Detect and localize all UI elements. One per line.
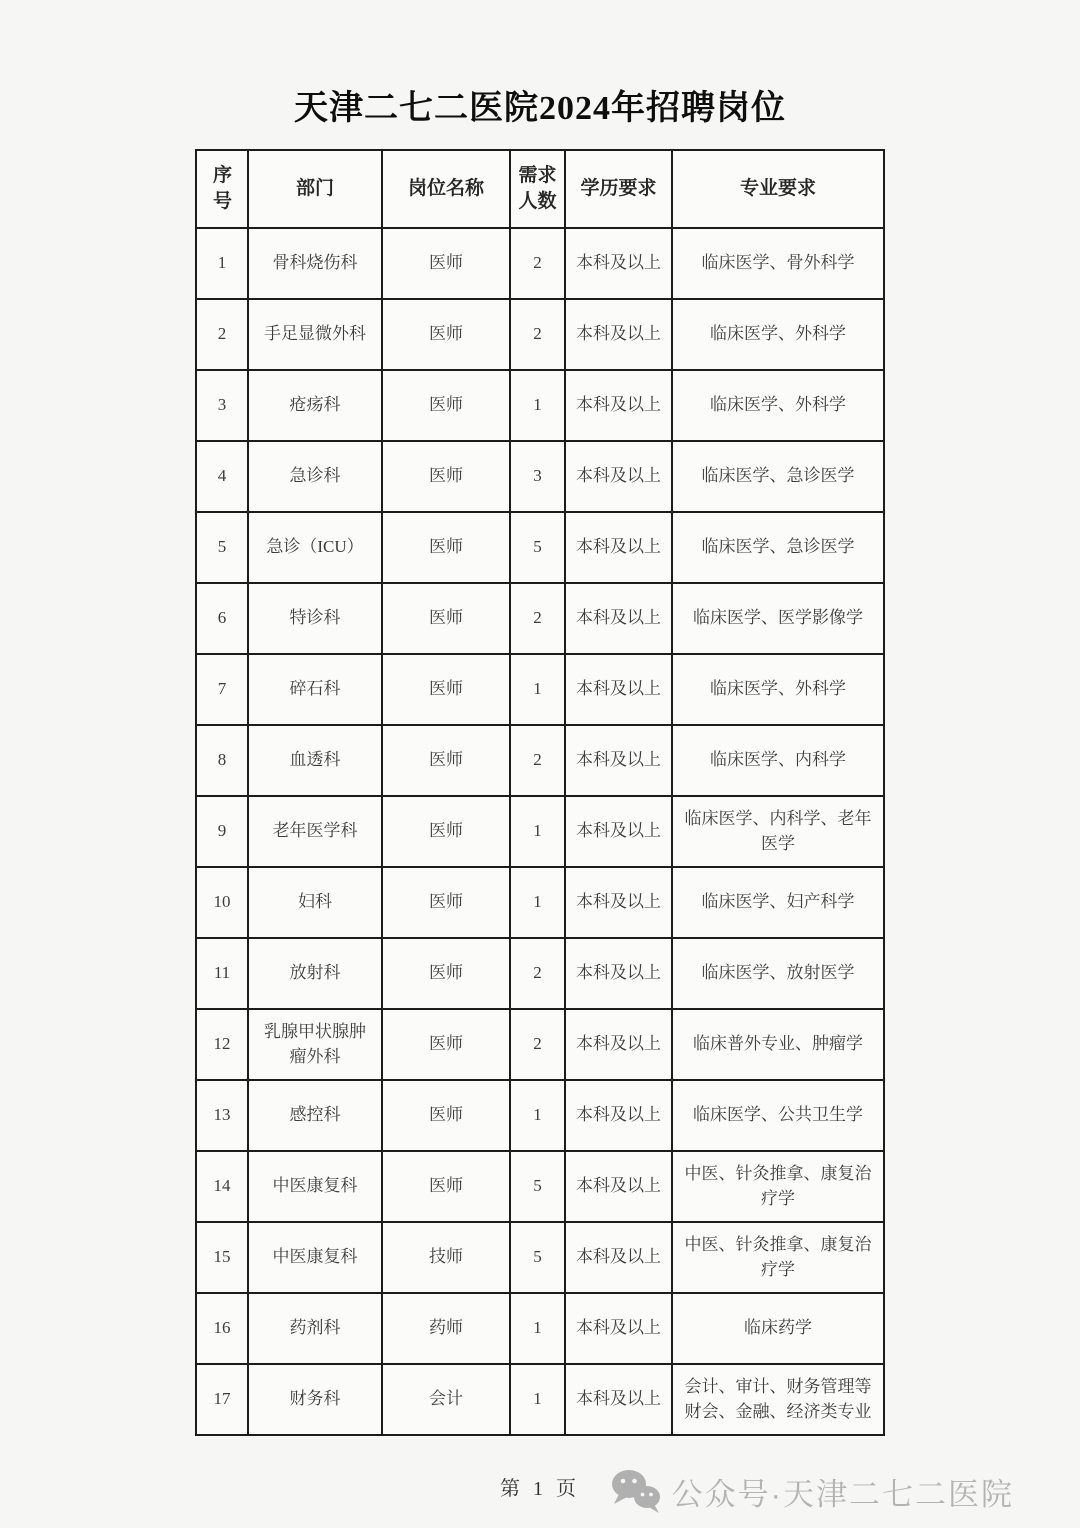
col-header-no: 序号 bbox=[196, 150, 248, 228]
cell-no: 15 bbox=[196, 1222, 248, 1293]
cell-education: 本科及以上 bbox=[565, 1293, 672, 1364]
cell-no: 5 bbox=[196, 512, 248, 583]
header-row bbox=[196, 150, 884, 228]
cell-education: 本科及以上 bbox=[565, 299, 672, 370]
cell-position: 医师 bbox=[382, 441, 510, 512]
table-row bbox=[196, 1222, 884, 1293]
cell-no: 11 bbox=[196, 938, 248, 1009]
wechat-icon bbox=[610, 1468, 662, 1514]
cell-department: 特诊科 bbox=[248, 583, 382, 654]
table-row bbox=[196, 1293, 884, 1364]
cell-education: 本科及以上 bbox=[565, 938, 672, 1009]
table-header bbox=[196, 150, 884, 228]
cell-department: 急诊（ICU） bbox=[248, 512, 382, 583]
page-title: 天津二七二医院2024年招聘岗位 bbox=[294, 90, 786, 127]
cell-count: 2 bbox=[510, 725, 565, 796]
cell-department: 乳腺甲状腺肿瘤外科 bbox=[248, 1009, 382, 1080]
cell-department: 财务科 bbox=[248, 1364, 382, 1435]
cell-major: 临床医学、医学影像学 bbox=[672, 583, 884, 654]
col-header-department: 部门 bbox=[248, 150, 382, 228]
cell-major: 临床医学、放射医学 bbox=[672, 938, 884, 1009]
cell-major: 临床医学、公共卫生学 bbox=[672, 1080, 884, 1151]
cell-department: 血透科 bbox=[248, 725, 382, 796]
table-row bbox=[196, 867, 884, 938]
cell-position: 技师 bbox=[382, 1222, 510, 1293]
cell-count: 1 bbox=[510, 867, 565, 938]
cell-major: 临床医学、妇产科学 bbox=[672, 867, 884, 938]
cell-major: 中医、针灸推拿、康复治疗学 bbox=[672, 1222, 884, 1293]
cell-major: 会计、审计、财务管理等财会、金融、经济类专业 bbox=[672, 1364, 884, 1435]
cell-no: 17 bbox=[196, 1364, 248, 1435]
cell-count: 1 bbox=[510, 370, 565, 441]
cell-major: 临床药学 bbox=[672, 1293, 884, 1364]
page-number-label: 第 1 页 bbox=[500, 1478, 580, 1500]
cell-position: 药师 bbox=[382, 1293, 510, 1364]
cell-department: 碎石科 bbox=[248, 654, 382, 725]
table-row bbox=[196, 1009, 884, 1080]
cell-major: 临床普外专业、肿瘤学 bbox=[672, 1009, 884, 1080]
cell-department: 急诊科 bbox=[248, 441, 382, 512]
cell-position: 医师 bbox=[382, 370, 510, 441]
cell-education: 本科及以上 bbox=[565, 725, 672, 796]
cell-count: 3 bbox=[510, 441, 565, 512]
cell-education: 本科及以上 bbox=[565, 370, 672, 441]
cell-count: 1 bbox=[510, 654, 565, 725]
cell-position: 医师 bbox=[382, 654, 510, 725]
cell-position: 医师 bbox=[382, 1009, 510, 1080]
cell-count: 5 bbox=[510, 1151, 565, 1222]
cell-no: 8 bbox=[196, 725, 248, 796]
col-header-position: 岗位名称 bbox=[382, 150, 510, 228]
cell-no: 14 bbox=[196, 1151, 248, 1222]
cell-department: 药剂科 bbox=[248, 1293, 382, 1364]
cell-position: 医师 bbox=[382, 725, 510, 796]
cell-position: 医师 bbox=[382, 1080, 510, 1151]
cell-major: 临床医学、外科学 bbox=[672, 299, 884, 370]
cell-no: 9 bbox=[196, 796, 248, 867]
table-row bbox=[196, 441, 884, 512]
cell-major: 临床医学、外科学 bbox=[672, 654, 884, 725]
cell-major: 中医、针灸推拿、康复治疗学 bbox=[672, 1151, 884, 1222]
cell-education: 本科及以上 bbox=[565, 654, 672, 725]
cell-no: 10 bbox=[196, 867, 248, 938]
cell-count: 1 bbox=[510, 796, 565, 867]
table-body bbox=[196, 228, 884, 1435]
cell-position: 医师 bbox=[382, 867, 510, 938]
cell-no: 13 bbox=[196, 1080, 248, 1151]
cell-department: 放射科 bbox=[248, 938, 382, 1009]
cell-no: 6 bbox=[196, 583, 248, 654]
table-row bbox=[196, 1080, 884, 1151]
cell-count: 1 bbox=[510, 1080, 565, 1151]
table-row bbox=[196, 938, 884, 1009]
cell-major: 临床医学、骨外科学 bbox=[672, 228, 884, 299]
recruitment-table bbox=[195, 149, 885, 1436]
col-header-education: 学历要求 bbox=[565, 150, 672, 228]
cell-count: 2 bbox=[510, 299, 565, 370]
cell-count: 2 bbox=[510, 1009, 565, 1080]
cell-count: 2 bbox=[510, 228, 565, 299]
cell-no: 1 bbox=[196, 228, 248, 299]
cell-education: 本科及以上 bbox=[565, 1364, 672, 1435]
cell-position: 医师 bbox=[382, 938, 510, 1009]
cell-no: 12 bbox=[196, 1009, 248, 1080]
cell-no: 2 bbox=[196, 299, 248, 370]
page-footer bbox=[0, 1466, 1080, 1528]
cell-education: 本科及以上 bbox=[565, 583, 672, 654]
watermark-text: 公众号·天津二七二医院 bbox=[671, 1476, 1014, 1512]
cell-position: 医师 bbox=[382, 1151, 510, 1222]
table-row bbox=[196, 512, 884, 583]
table-row bbox=[196, 1364, 884, 1435]
table-row bbox=[196, 654, 884, 725]
cell-department: 中医康复科 bbox=[248, 1222, 382, 1293]
cell-position: 医师 bbox=[382, 228, 510, 299]
cell-education: 本科及以上 bbox=[565, 867, 672, 938]
cell-department: 骨科烧伤科 bbox=[248, 228, 382, 299]
cell-position: 医师 bbox=[382, 796, 510, 867]
cell-count: 2 bbox=[510, 583, 565, 654]
table-row bbox=[196, 725, 884, 796]
cell-education: 本科及以上 bbox=[565, 796, 672, 867]
cell-department: 老年医学科 bbox=[248, 796, 382, 867]
cell-position: 医师 bbox=[382, 583, 510, 654]
table-row bbox=[196, 796, 884, 867]
cell-no: 16 bbox=[196, 1293, 248, 1364]
cell-count: 2 bbox=[510, 938, 565, 1009]
cell-position: 医师 bbox=[382, 299, 510, 370]
watermark bbox=[610, 1468, 1014, 1514]
cell-major: 临床医学、内科学 bbox=[672, 725, 884, 796]
cell-education: 本科及以上 bbox=[565, 1222, 672, 1293]
cell-count: 1 bbox=[510, 1364, 565, 1435]
cell-department: 中医康复科 bbox=[248, 1151, 382, 1222]
cell-education: 本科及以上 bbox=[565, 441, 672, 512]
cell-department: 手足显微外科 bbox=[248, 299, 382, 370]
cell-no: 3 bbox=[196, 370, 248, 441]
table-row bbox=[196, 228, 884, 299]
table-row bbox=[196, 583, 884, 654]
cell-major: 临床医学、急诊医学 bbox=[672, 512, 884, 583]
cell-education: 本科及以上 bbox=[565, 1080, 672, 1151]
cell-department: 妇科 bbox=[248, 867, 382, 938]
cell-no: 7 bbox=[196, 654, 248, 725]
cell-education: 本科及以上 bbox=[565, 228, 672, 299]
cell-education: 本科及以上 bbox=[565, 1151, 672, 1222]
col-header-count: 需求人数 bbox=[510, 150, 565, 228]
cell-department: 感控科 bbox=[248, 1080, 382, 1151]
cell-major: 临床医学、内科学、老年医学 bbox=[672, 796, 884, 867]
cell-no: 4 bbox=[196, 441, 248, 512]
col-header-major: 专业要求 bbox=[672, 150, 884, 228]
table-row bbox=[196, 299, 884, 370]
cell-count: 1 bbox=[510, 1293, 565, 1364]
cell-major: 临床医学、外科学 bbox=[672, 370, 884, 441]
cell-education: 本科及以上 bbox=[565, 1009, 672, 1080]
table-row bbox=[196, 370, 884, 441]
cell-count: 5 bbox=[510, 1222, 565, 1293]
cell-education: 本科及以上 bbox=[565, 512, 672, 583]
cell-count: 5 bbox=[510, 512, 565, 583]
cell-position: 医师 bbox=[382, 512, 510, 583]
cell-major: 临床医学、急诊医学 bbox=[672, 441, 884, 512]
cell-department: 疮疡科 bbox=[248, 370, 382, 441]
table-row bbox=[196, 1151, 884, 1222]
cell-position: 会计 bbox=[382, 1364, 510, 1435]
